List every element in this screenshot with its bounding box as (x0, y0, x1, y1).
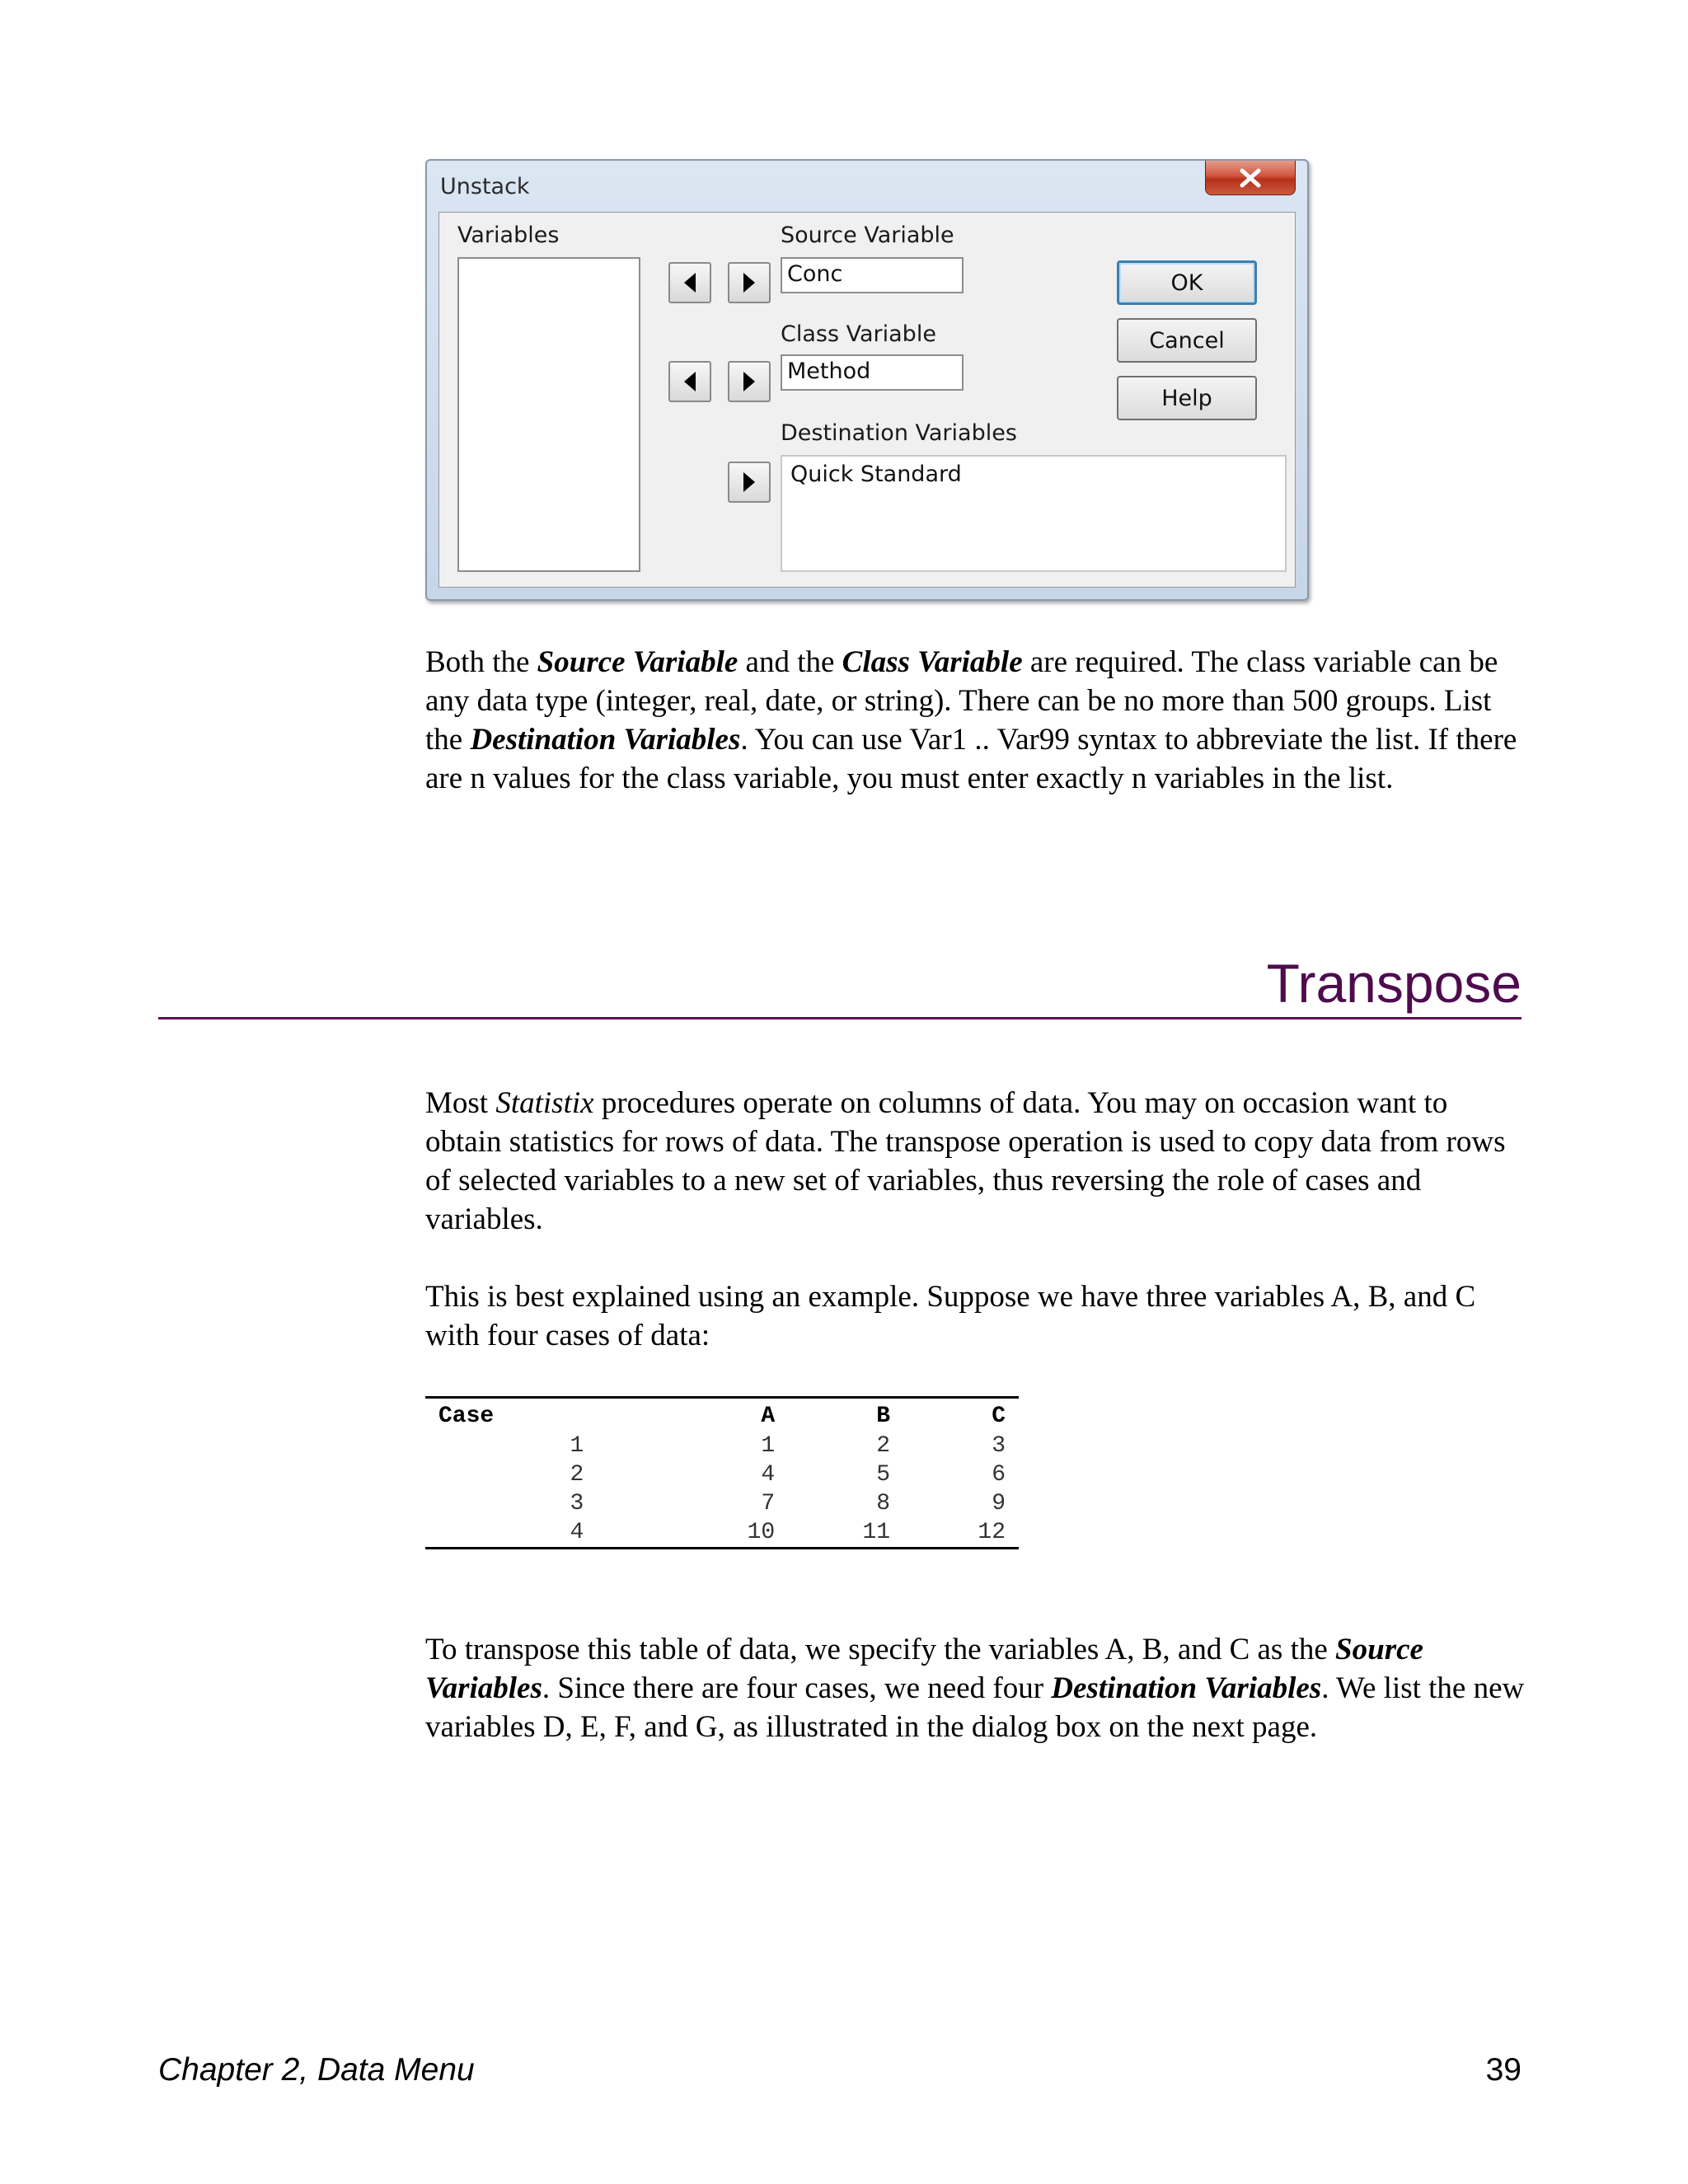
destination-variables-label: Destination Variables (781, 420, 1017, 446)
text: Both the (425, 645, 537, 679)
column-header: A (761, 1404, 776, 1429)
section-heading-transpose: Transpose (1266, 953, 1522, 1014)
class-move-right-button[interactable] (728, 361, 771, 402)
footer-page-number: 39 (1485, 2052, 1522, 2088)
table-cell: 1 (570, 1433, 584, 1459)
close-button[interactable] (1205, 161, 1296, 195)
dialog-body (438, 212, 1296, 588)
text: . Since there are four cases, we need four (542, 1671, 1052, 1705)
table-cell: 4 (570, 1520, 584, 1545)
text: . You can use Var1 .. Var99 syntax to abbreviate the list. If there are n values for the class variable, you must enter exactly n variables in the list. (425, 723, 1517, 795)
table-cell: 1 (761, 1433, 776, 1459)
destination-variables-field[interactable]: Quick Standard (781, 455, 1287, 572)
table-cell: 6 (992, 1462, 1006, 1488)
table-cell: 4 (761, 1462, 776, 1488)
ok-button[interactable]: OK (1117, 260, 1257, 305)
column-header: B (876, 1404, 891, 1429)
column-header: C (992, 1404, 1006, 1429)
table-cell: 7 (761, 1491, 776, 1516)
cancel-button[interactable]: Cancel (1117, 318, 1257, 363)
product-name: Statistix (495, 1086, 594, 1120)
emphasis: Class Variable (842, 645, 1023, 679)
arrow-left-icon (684, 273, 696, 293)
destination-move-right-button[interactable] (728, 462, 771, 503)
table-header-row (425, 1398, 1019, 1432)
emphasis: Destination Variables (1051, 1671, 1322, 1705)
paragraph-transpose-intro (425, 1084, 1526, 1239)
arrow-right-icon (743, 273, 755, 293)
table-cell: 5 (876, 1462, 891, 1488)
text: Most (425, 1086, 496, 1120)
arrow-right-icon (743, 372, 755, 391)
arrow-right-icon (743, 472, 755, 492)
emphasis: Source Variables (425, 1633, 1423, 1705)
class-variable-label: Class Variable (781, 321, 936, 347)
source-variable-label: Source Variable (781, 223, 954, 248)
text: To transpose this table of data, we specify the variables A, B, and C as the (425, 1633, 1336, 1666)
class-move-left-button[interactable] (668, 361, 711, 402)
table-cell: 10 (747, 1520, 776, 1545)
source-move-right-button[interactable] (728, 262, 771, 303)
heading-rule (158, 1017, 1522, 1019)
unstack-dialog (425, 159, 1309, 601)
table-cell: 8 (876, 1491, 891, 1516)
table-row (425, 1432, 1019, 1460)
paragraph-unstack-requirements (425, 643, 1526, 798)
text: procedures operate on columns of data. You may on occasion want to obtain statistics for rows of data. The transpose operation is used to copy data from rows of selected variables to a new set of variables, thus reversing the role of cases and variables. (425, 1086, 1506, 1236)
source-variable-field[interactable]: Conc (781, 257, 964, 293)
variables-label: Variables (457, 223, 560, 248)
arrow-left-icon (684, 372, 696, 391)
help-button[interactable]: Help (1117, 376, 1257, 420)
table-cell: 3 (992, 1433, 1006, 1459)
table-row (425, 1518, 1019, 1549)
dialog-title: Unstack (440, 174, 530, 199)
column-header: Case (438, 1404, 495, 1429)
table-cell: 11 (862, 1520, 891, 1545)
table-row (425, 1460, 1019, 1489)
paragraph-example: This is best explained using an example. Suppose we have three variables A, B, and C with four cases of data: (425, 1280, 1476, 1352)
table-cell: 9 (992, 1491, 1006, 1516)
table-cell: 12 (978, 1520, 1006, 1545)
table-row (425, 1489, 1019, 1518)
text: are required. The class variable can be any data type (integer, real, date, or string). There can be no more than 500 groups. List the (425, 645, 1498, 757)
emphasis: Source Variable (537, 645, 738, 679)
close-icon (1238, 168, 1263, 188)
table-cell: 2 (570, 1462, 584, 1488)
variables-listbox[interactable] (457, 257, 640, 572)
table-cell: 3 (570, 1491, 584, 1516)
example-data-table (425, 1396, 1019, 1549)
emphasis: Destination Variables (470, 723, 741, 757)
text: and the (738, 645, 842, 679)
footer-chapter: Chapter 2, Data Menu (158, 2052, 475, 2088)
class-variable-field[interactable]: Method (781, 354, 964, 391)
paragraph-transpose-howto (425, 1630, 1526, 1746)
source-move-left-button[interactable] (668, 262, 711, 303)
table-cell: 2 (876, 1433, 891, 1459)
text: . We list the new variables D, E, F, and G, as illustrated in the dialog box on the next page. (425, 1671, 1525, 1744)
